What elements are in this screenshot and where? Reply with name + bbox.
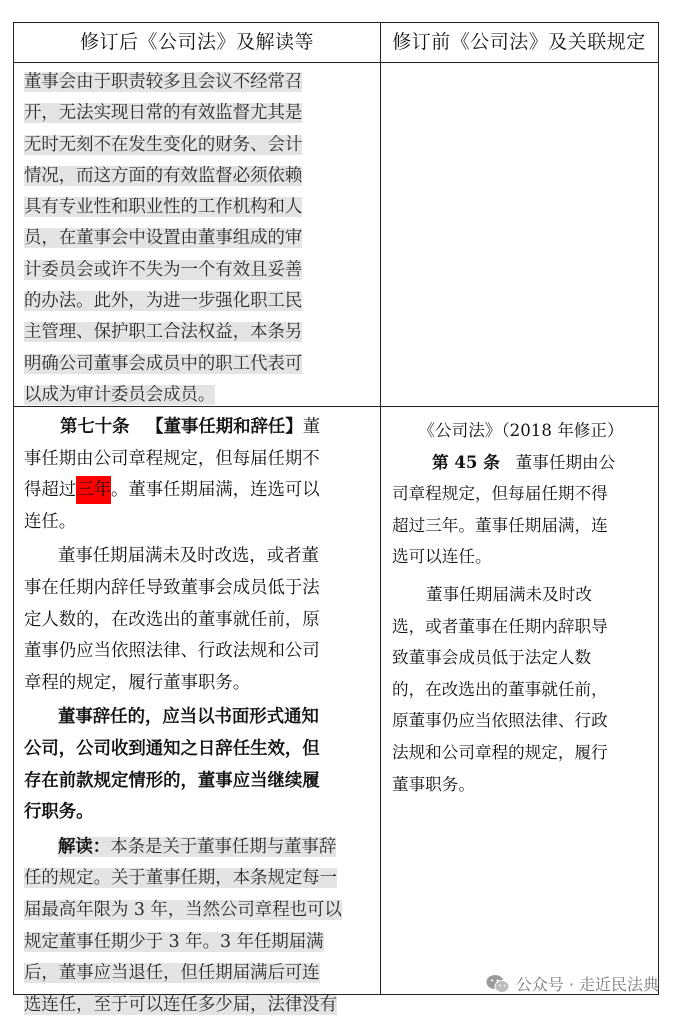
old-law-para2 — [392, 579, 650, 800]
article-70-line — [24, 475, 370, 507]
watermark — [486, 972, 659, 995]
old-law-first-line — [392, 447, 650, 479]
interpretation-line — [24, 958, 370, 990]
shaded-text: 开，无法实现日常的有效监督尤其是 — [24, 103, 303, 124]
interpretation-line — [24, 832, 370, 864]
watermark-text: 公众号 · 走近民法典 — [515, 975, 659, 994]
header-divider — [14, 62, 658, 63]
article-70-first-line — [24, 412, 370, 444]
shaded-text: 无时无刻不在发生变化的财务、会计 — [24, 134, 303, 155]
interpretation-line — [24, 192, 370, 223]
article-70-line: 董事辞任的，应当以书面形式通知 — [58, 707, 319, 728]
interpretation-line — [24, 317, 370, 348]
shaded-text: 规定董事任期少于 3 年。3 年任期届满 — [24, 931, 324, 952]
shaded-text: 员，在董事会中设置由董事组成的审 — [24, 228, 303, 249]
old-article-number: 第 45 条 — [432, 451, 500, 472]
interpretation-line — [24, 349, 370, 380]
shaded-text: 具有专业性和职业性的工作机构和人 — [24, 197, 303, 218]
shaded-text: 的办法。此外，为进一步强化职工民 — [24, 291, 303, 312]
old-law-cell — [392, 412, 650, 800]
old-law-para1 — [392, 478, 650, 573]
article-70-line: 存在前款规定情形的，董事应当继续履 — [24, 770, 320, 791]
row1-interpretation — [24, 67, 370, 411]
article-70-text: 。董事任期届满，连选可以 — [110, 480, 320, 501]
interpretation-line — [24, 67, 370, 98]
interpretation — [24, 832, 370, 1021]
wechat-icon — [486, 974, 510, 994]
article-70-text: 得超过 — [24, 480, 77, 501]
article-70-line: 行职务。 — [24, 802, 94, 823]
article-70-line: 公司，公司收到通知之日辞任生效，但 — [24, 738, 320, 759]
shaded-text: 任的规定。关于董事任期，本条规定每一 — [24, 868, 338, 889]
old-law-line: 选，或者董事在任期内辞职导 — [392, 616, 608, 636]
shaded-text: 届最高年限为 3 年，当然公司章程也可以 — [24, 899, 342, 920]
old-law-line: 法规和公司章程的规定，履行 — [392, 742, 608, 762]
old-law-line: 致董事会成员低于法定人数 — [392, 648, 592, 668]
old-law-line: 董事任期届满未及时改 — [426, 584, 592, 604]
old-law-line: 原董事仍应当依照法律、行政 — [392, 711, 608, 731]
highlighted-term: 三年 — [76, 476, 111, 504]
shaded-text: 董事会由于职责较多且会议不经常召 — [24, 72, 303, 92]
article-70-line: 定人数的，在改选出的董事就任前，原 — [24, 609, 320, 630]
article-70-line: 章程的规定，履行董事职务。 — [24, 672, 251, 693]
interpretation-line — [24, 130, 370, 161]
old-law-line: 董事职务。 — [392, 774, 475, 794]
interpretation-line — [24, 98, 370, 129]
article-70-text: 董 — [302, 417, 321, 437]
article-70-line: 事任期由公司章程规定，但每届任期不 — [24, 448, 320, 469]
article-number: 第七十条 — [60, 417, 130, 437]
shaded-text: 主管理、保护职工合法权益，本条另 — [24, 322, 303, 343]
header-right: 修订前《公司法》及关联规定 — [392, 31, 646, 53]
article-70-line: 董事任期届满未及时改选，或者董 — [58, 546, 319, 567]
article-70-line: 事在任期内辞任导致董事会成员低于法 — [24, 577, 320, 598]
column-divider — [380, 23, 381, 994]
old-law-line: 司章程规定，但每届任期不得 — [392, 484, 608, 504]
interpretation-line — [24, 927, 370, 959]
old-law-title: 《公司法》（2018 年修正） — [418, 421, 624, 440]
old-law-line: 选可以连任。 — [392, 547, 492, 567]
interpretation-label: 解读： — [58, 836, 111, 857]
interpretation-line — [24, 863, 370, 895]
article-70-line: 董事仍应当依照法律、行政法规和公司 — [24, 641, 320, 662]
article-70-line: 连任。 — [24, 511, 77, 532]
article-70-cell — [24, 412, 370, 1021]
interpretation-line — [24, 255, 370, 286]
interpretation-line — [24, 223, 370, 254]
old-law-line: 的，在改选出的董事就任前， — [392, 679, 608, 699]
shaded-text: 以成为审计委员会成员。 — [24, 384, 216, 405]
old-law-line: 超过三年。董事任期届满，连 — [392, 515, 608, 535]
old-law-text: 董事任期由公 — [515, 452, 616, 472]
interpretation-line — [24, 380, 370, 411]
article-70-para2 — [24, 541, 370, 699]
comparison-table — [13, 22, 659, 1015]
article-70-para3 — [24, 702, 370, 828]
shaded-text: 明确公司董事会成员中的职工代表可 — [24, 353, 303, 374]
shaded-text: 选连任，至于可以连任多少届，法律没有 — [24, 994, 338, 1015]
article-title: 【董事任期和辞任】 — [146, 417, 303, 437]
header-left: 修订后《公司法》及解读等 — [79, 31, 314, 53]
interpretation-line — [24, 990, 370, 1021]
shaded-text: 本条是关于董事任期与董事辞 — [110, 836, 337, 857]
interpretation-line — [24, 895, 370, 927]
shaded-text: 后，董事应当退任，但任期届满后可连 — [24, 963, 320, 984]
shaded-text: 计委员会或许不失为一个有效且妥善 — [24, 259, 303, 280]
interpretation-line — [24, 286, 370, 317]
shaded-text: 情况，而这方面的有效监督必须依赖 — [24, 165, 303, 186]
interpretation-line — [24, 161, 370, 192]
